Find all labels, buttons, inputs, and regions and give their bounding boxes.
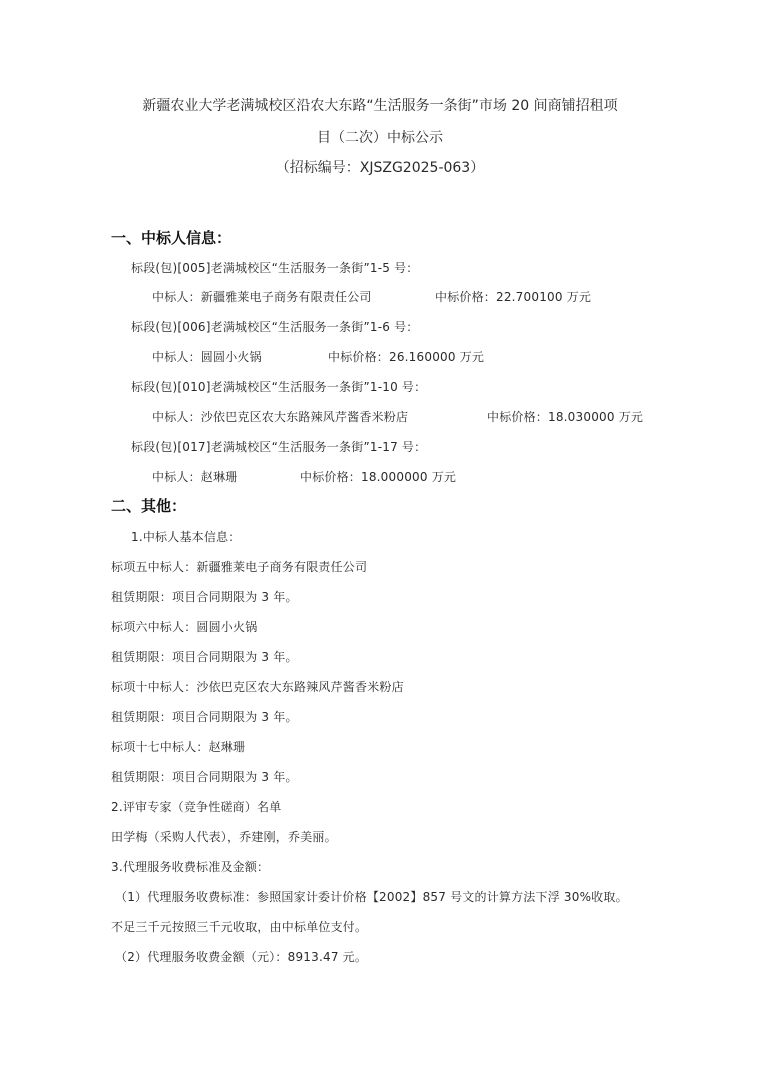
document-title-line-2: 目（二次）中标公示 <box>317 130 443 146</box>
lot-segment: 标段(包)[006]老满城校区“生活服务一条街”1-6 号： <box>131 320 419 334</box>
lot-price: 中标价格：26.160000 万元 <box>328 350 485 364</box>
document-title-line-1: 新疆农业大学老满城校区沿农大东路“生活服务一条街”市场 20 间商铺招租项 <box>142 98 618 114</box>
lot-segment: 标段(包)[005]老满城校区“生活服务一条街”1-5 号： <box>131 261 419 275</box>
lease-term: 租赁期限：项目合同期限为 3 年。 <box>111 590 298 604</box>
lot-winner: 中标人：赵琳珊 <box>152 470 238 484</box>
lot-segment: 标段(包)[010]老满城校区“生活服务一条街”1-10 号： <box>131 380 427 394</box>
lot-winner: 中标人：新疆雅莱电子商务有限责任公司 <box>152 290 372 304</box>
tender-number: （招标编号：XJSZG2025-063） <box>275 160 485 176</box>
subheading-expert-list: 2.评审专家（竞争性磋商）名单 <box>111 800 282 814</box>
agency-fee-standard: （1）代理服务收费标准：参照国家计委计价格【2002】857 号文的计算方法下浮 30%收取。 <box>115 890 628 904</box>
lot-five-winner: 标项五中标人：新疆雅莱电子商务有限责任公司 <box>111 560 368 574</box>
expert-names: 田学梅（采购人代表），乔建刚，乔美丽。 <box>111 830 337 844</box>
lot-price: 中标价格：18.030000 万元 <box>487 410 644 424</box>
lease-term: 租赁期限：项目合同期限为 3 年。 <box>111 770 298 784</box>
lot-price: 中标价格：18.000000 万元 <box>300 470 457 484</box>
lot-price: 中标价格：22.700100 万元 <box>435 290 592 304</box>
lot-six-winner: 标项六中标人：圆圆小火锅 <box>111 620 258 634</box>
lot-ten-winner: 标项十中标人：沙依巴克区农大东路辣风芹酱香米粉店 <box>111 680 404 694</box>
agency-fee-amount: （2）代理服务收费金额（元）：8913.47 元。 <box>115 950 368 964</box>
lot-segment: 标段(包)[017]老满城校区“生活服务一条街”1-17 号： <box>131 440 427 454</box>
section-heading-winner-info: 一、中标人信息： <box>111 229 232 247</box>
agency-fee-standard-note: 不足三千元按照三千元收取，由中标单位支付。 <box>111 920 368 934</box>
lot-winner: 中标人：沙依巴克区农大东路辣风芹酱香米粉店 <box>152 410 409 424</box>
lease-term: 租赁期限：项目合同期限为 3 年。 <box>111 710 298 724</box>
lot-seventeen-winner: 标项十七中标人：赵琳珊 <box>111 740 246 754</box>
subheading-winner-basic-info: 1.中标人基本信息： <box>131 530 241 544</box>
lease-term: 租赁期限：项目合同期限为 3 年。 <box>111 650 298 664</box>
section-heading-other: 二、其他： <box>111 497 187 515</box>
lot-winner: 中标人：圆圆小火锅 <box>152 350 262 364</box>
subheading-agency-fee: 3.代理服务收费标准及金额： <box>111 860 270 874</box>
